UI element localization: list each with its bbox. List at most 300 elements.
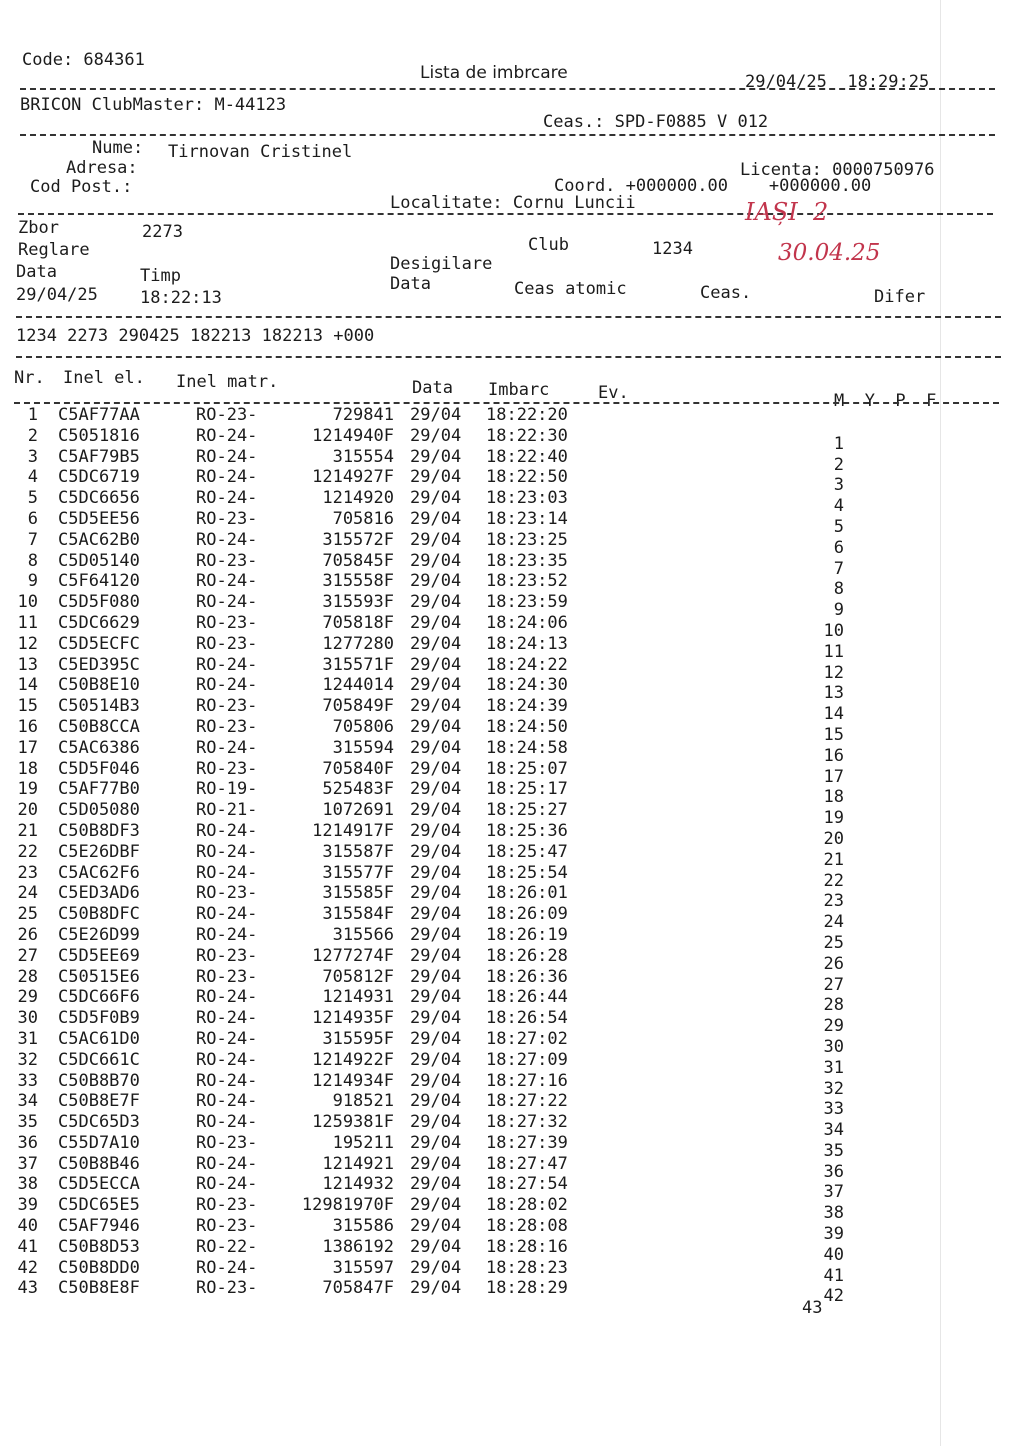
- table-row: [0, 1174, 1024, 1203]
- position-number: 31: [823, 1057, 844, 1078]
- ring-country-year: RO-23-: [196, 945, 258, 966]
- clocking-date: 29/04: [410, 696, 462, 717]
- row-number: 38: [17, 1174, 38, 1195]
- row-number: 8: [27, 550, 38, 571]
- position-number: 10: [823, 620, 844, 641]
- ring-country-year: RO-23-: [196, 966, 258, 987]
- clocking-date: 29/04: [410, 1216, 462, 1237]
- trailing-position-number: 43: [802, 1298, 823, 1318]
- row-number: 33: [17, 1070, 38, 1091]
- clocking-date: 29/04: [410, 1132, 462, 1153]
- ring-serial-number: 315584F: [322, 904, 394, 925]
- setting-time: 18:22:13: [140, 288, 222, 308]
- club-number: 1234: [652, 239, 693, 259]
- row-number: 7: [27, 529, 38, 550]
- electronic-ring-code: C50B8CCA: [58, 716, 140, 737]
- table-row: [0, 966, 1024, 995]
- clocking-time: 18:25:17: [486, 779, 568, 800]
- row-number: 19: [17, 779, 38, 800]
- electronic-ring-code: C55D7A10: [58, 1132, 140, 1153]
- ring-country-year: RO-24-: [196, 1049, 258, 1070]
- ring-serial-number: 315597: [332, 1257, 394, 1278]
- position-number: 11: [823, 641, 844, 662]
- ring-country-year: RO-23-: [196, 696, 258, 717]
- electronic-ring-code: C5AC61D0: [58, 1028, 140, 1049]
- table-row: [0, 425, 1024, 454]
- clocking-date: 29/04: [410, 924, 462, 945]
- table-row: [0, 592, 1024, 621]
- electronic-ring-code: C5DC66F6: [58, 987, 140, 1008]
- clocking-time: 18:24:06: [486, 612, 568, 633]
- table-row: [0, 924, 1024, 953]
- ring-country-year: RO-24-: [196, 1174, 258, 1195]
- position-number: 35: [823, 1140, 844, 1161]
- position-number: 37: [823, 1182, 844, 1203]
- position-number: 4: [833, 496, 844, 517]
- clocking-date: 29/04: [410, 1028, 462, 1049]
- setting-label: Reglare: [18, 240, 90, 260]
- clocking-date: 29/04: [410, 425, 462, 446]
- ring-country-year: RO-24-: [196, 1008, 258, 1029]
- ring-serial-number: 1214934F: [312, 1070, 394, 1091]
- clocking-time: 18:24:58: [486, 737, 568, 758]
- electronic-ring-code: C5AF79B5: [58, 446, 140, 467]
- separator-line: [18, 213, 993, 215]
- position-number: 13: [823, 683, 844, 704]
- ring-country-year: RO-24-: [196, 425, 258, 446]
- row-number: 34: [17, 1091, 38, 1112]
- table-row: [0, 987, 1024, 1016]
- ring-country-year: RO-24-: [196, 862, 258, 883]
- summary-line: 1234 2273 290425 182213 182213 +000: [16, 326, 375, 346]
- position-number: 41: [823, 1265, 844, 1286]
- clocking-date: 29/04: [410, 758, 462, 779]
- clocking-date: 29/04: [410, 1112, 462, 1133]
- column-header-event: Ev.: [598, 383, 629, 403]
- row-number: 26: [17, 924, 38, 945]
- separator-line: [20, 134, 995, 136]
- position-number: 3: [833, 475, 844, 496]
- ring-serial-number: 705849F: [322, 696, 394, 717]
- ring-serial-number: 195211: [332, 1132, 394, 1153]
- table-row: [0, 696, 1024, 725]
- ring-serial-number: 1072691: [322, 800, 394, 821]
- table-row: [0, 800, 1024, 829]
- table-row: [0, 571, 1024, 600]
- clocking-date: 29/04: [410, 862, 462, 883]
- ring-country-year: RO-24-: [196, 571, 258, 592]
- clocking-date: 29/04: [410, 1070, 462, 1091]
- ring-serial-number: 705806: [332, 716, 394, 737]
- electronic-ring-code: C5DC65E5: [58, 1195, 140, 1216]
- locality: Localitate: Cornu Luncii: [390, 193, 636, 213]
- table-row: [0, 1112, 1024, 1141]
- document-datetime: 29/04/25 18:29:25: [745, 72, 930, 92]
- clocking-time: 18:28:29: [486, 1278, 568, 1299]
- ring-serial-number: 1214935F: [312, 1008, 394, 1029]
- clocking-time: 18:23:52: [486, 571, 568, 592]
- handwritten-date: 30.04.25: [778, 240, 881, 266]
- row-number: 18: [17, 758, 38, 779]
- ring-serial-number: 1259381F: [312, 1112, 394, 1133]
- row-number: 1: [27, 405, 38, 425]
- clocking-date: 29/04: [410, 904, 462, 925]
- table-row: [0, 488, 1024, 517]
- ring-serial-number: 1214920: [322, 488, 394, 509]
- clocking-date: 29/04: [410, 716, 462, 737]
- clocking-time: 18:24:50: [486, 716, 568, 737]
- ring-country-year: RO-22-: [196, 1236, 258, 1257]
- position-number: 36: [823, 1161, 844, 1182]
- column-header-nr: Nr.: [14, 368, 45, 388]
- row-number: 43: [17, 1278, 38, 1299]
- table-row: [0, 883, 1024, 912]
- position-number: 24: [823, 912, 844, 933]
- ring-serial-number: 1214927F: [312, 467, 394, 488]
- table-row: [0, 550, 1024, 579]
- electronic-ring-code: C50B8B46: [58, 1153, 140, 1174]
- row-number: 15: [17, 696, 38, 717]
- clocking-date: 29/04: [410, 550, 462, 571]
- position-number: 17: [823, 766, 844, 787]
- clocking-date: 29/04: [410, 405, 462, 425]
- position-number: 15: [823, 724, 844, 745]
- electronic-ring-code: C50B8E10: [58, 675, 140, 696]
- row-number: 25: [17, 904, 38, 925]
- ring-country-year: RO-24-: [196, 841, 258, 862]
- row-number: 28: [17, 966, 38, 987]
- ring-serial-number: 1214921: [322, 1153, 394, 1174]
- clocking-time: 18:26:36: [486, 966, 568, 987]
- table-row: [0, 529, 1024, 558]
- column-header-ring-number: Inel matr.: [176, 372, 279, 392]
- electronic-ring-code: C50B8E8F: [58, 1278, 140, 1299]
- clocking-time: 18:23:03: [486, 488, 568, 509]
- clocking-date: 29/04: [410, 571, 462, 592]
- clocking-time: 18:25:07: [486, 758, 568, 779]
- ring-country-year: RO-24-: [196, 924, 258, 945]
- position-number: 14: [823, 704, 844, 725]
- electronic-ring-code: C50515E6: [58, 966, 140, 987]
- clubmaster-id: BRICON ClubMaster: M-44123: [20, 95, 287, 115]
- clocking-date: 29/04: [410, 675, 462, 696]
- ring-serial-number: 1277280: [322, 633, 394, 654]
- electronic-ring-code: C5D05080: [58, 800, 140, 821]
- position-number: 18: [823, 787, 844, 808]
- clocking-date: 29/04: [410, 592, 462, 613]
- row-number: 13: [17, 654, 38, 675]
- ring-serial-number: 705847F: [322, 1278, 394, 1299]
- ring-serial-number: 315593F: [322, 592, 394, 613]
- row-number: 5: [27, 488, 38, 509]
- electronic-ring-code: C5E26D99: [58, 924, 140, 945]
- ring-serial-number: 1214917F: [312, 820, 394, 841]
- clocking-date: 29/04: [410, 488, 462, 509]
- ring-country-year: RO-23-: [196, 508, 258, 529]
- ring-country-year: RO-24-: [196, 1028, 258, 1049]
- ring-serial-number: 705816: [332, 508, 394, 529]
- clocking-time: 18:27:09: [486, 1049, 568, 1070]
- unsealing-date-label: Data: [390, 274, 431, 294]
- clocking-time: 18:24:30: [486, 675, 568, 696]
- table-row: [0, 633, 1024, 662]
- ring-country-year: RO-23-: [196, 758, 258, 779]
- ring-country-year: RO-23-: [196, 633, 258, 654]
- setting-date: 29/04/25: [16, 285, 98, 305]
- table-row: [0, 446, 1024, 475]
- clocking-date: 29/04: [410, 529, 462, 550]
- clocking-date: 29/04: [410, 1257, 462, 1278]
- row-number: 21: [17, 820, 38, 841]
- document-title: Lista de imbrcare: [420, 63, 568, 83]
- table-row: [0, 1049, 1024, 1078]
- clocking-time: 18:24:22: [486, 654, 568, 675]
- ring-country-year: RO-23-: [196, 612, 258, 633]
- name-label: Nume:: [92, 138, 144, 158]
- row-number: 17: [17, 737, 38, 758]
- ring-serial-number: 315586: [332, 1216, 394, 1237]
- clocking-date: 29/04: [410, 1091, 462, 1112]
- separator-line: [14, 402, 999, 404]
- ring-country-year: RO-24-: [196, 446, 258, 467]
- clocking-time: 18:25:36: [486, 820, 568, 841]
- ring-serial-number: 315566: [332, 924, 394, 945]
- row-number: 4: [27, 467, 38, 488]
- electronic-ring-code: C5AF77AA: [58, 405, 140, 425]
- ring-serial-number: 1244014: [322, 675, 394, 696]
- table-row: [0, 1091, 1024, 1120]
- position-number: 25: [823, 932, 844, 953]
- row-number: 10: [17, 592, 38, 613]
- ring-serial-number: 1214922F: [312, 1049, 394, 1070]
- clocking-date: 29/04: [410, 633, 462, 654]
- ring-country-year: RO-23-: [196, 883, 258, 904]
- clocking-date: 29/04: [410, 1153, 462, 1174]
- electronic-ring-code: C5D5ECCA: [58, 1174, 140, 1195]
- clocking-time: 18:26:28: [486, 945, 568, 966]
- table-row: [0, 758, 1024, 787]
- row-number: 40: [17, 1216, 38, 1237]
- ring-serial-number: 315554: [332, 446, 394, 467]
- clocking-time: 18:25:27: [486, 800, 568, 821]
- unsealing-label: Desigilare: [390, 254, 493, 274]
- electronic-ring-code: C50514B3: [58, 696, 140, 717]
- clocking-time: 18:27:47: [486, 1153, 568, 1174]
- ring-serial-number: 315595F: [322, 1028, 394, 1049]
- ring-serial-number: 1386192: [322, 1236, 394, 1257]
- position-number: 20: [823, 828, 844, 849]
- clocking-time: 18:24:39: [486, 696, 568, 717]
- clocking-date: 29/04: [410, 612, 462, 633]
- clocking-time: 18:26:01: [486, 883, 568, 904]
- ring-serial-number: 525483F: [322, 779, 394, 800]
- owner-name: Tirnovan Cristinel: [168, 142, 353, 162]
- ring-serial-number: 12981970F: [301, 1195, 394, 1216]
- handwritten-city: IAȘI 2: [745, 198, 829, 226]
- clocking-time: 18:26:19: [486, 924, 568, 945]
- row-number: 32: [17, 1049, 38, 1070]
- flight-number: 2273: [142, 222, 183, 242]
- electronic-ring-code: C5AC62B0: [58, 529, 140, 550]
- clocking-time: 18:27:16: [486, 1070, 568, 1091]
- table-row: [0, 779, 1024, 808]
- time-label: Timp: [140, 266, 181, 286]
- position-number: 23: [823, 891, 844, 912]
- clocking-date: 29/04: [410, 1278, 462, 1299]
- row-number: 12: [17, 633, 38, 654]
- clocking-date: 29/04: [410, 1008, 462, 1029]
- clocking-time: 18:23:59: [486, 592, 568, 613]
- ring-country-year: RO-24-: [196, 1070, 258, 1091]
- row-number: 30: [17, 1008, 38, 1029]
- ring-serial-number: 1214932: [322, 1174, 394, 1195]
- row-number: 2: [27, 425, 38, 446]
- clocking-date: 29/04: [410, 654, 462, 675]
- clocking-date: 29/04: [410, 883, 462, 904]
- ring-serial-number: 1214940F: [312, 425, 394, 446]
- ring-country-year: RO-24-: [196, 675, 258, 696]
- position-number: 27: [823, 974, 844, 995]
- row-number: 35: [17, 1112, 38, 1133]
- position-number: 8: [833, 579, 844, 600]
- ring-country-year: RO-24-: [196, 592, 258, 613]
- table-row: [0, 716, 1024, 745]
- ring-country-year: RO-24-: [196, 987, 258, 1008]
- table-row: [0, 904, 1024, 933]
- position-number: 1: [833, 433, 844, 454]
- electronic-ring-code: C5ED3AD6: [58, 883, 140, 904]
- ring-serial-number: 705840F: [322, 758, 394, 779]
- clocking-time: 18:22:30: [486, 425, 568, 446]
- electronic-ring-code: C5D5F0B9: [58, 1008, 140, 1029]
- electronic-ring-code: C5DC6719: [58, 467, 140, 488]
- position-number: 5: [833, 516, 844, 537]
- address-label: Adresa:: [66, 158, 138, 178]
- ring-country-year: RO-24-: [196, 1257, 258, 1278]
- clocking-time: 18:25:47: [486, 841, 568, 862]
- row-number: 36: [17, 1132, 38, 1153]
- electronic-ring-code: C5DC6656: [58, 488, 140, 509]
- row-number: 20: [17, 800, 38, 821]
- clocking-date: 29/04: [410, 987, 462, 1008]
- ring-country-year: RO-23-: [196, 716, 258, 737]
- position-number: 22: [823, 870, 844, 891]
- electronic-ring-code: C5DC6629: [58, 612, 140, 633]
- position-number: 40: [823, 1244, 844, 1265]
- clocking-time: 18:24:13: [486, 633, 568, 654]
- clocking-time: 18:27:54: [486, 1174, 568, 1195]
- ring-serial-number: 315571F: [322, 654, 394, 675]
- ring-country-year: RO-24-: [196, 1112, 258, 1133]
- position-number: 29: [823, 1016, 844, 1037]
- ring-country-year: RO-24-: [196, 654, 258, 675]
- ring-country-year: RO-23-: [196, 1132, 258, 1153]
- electronic-ring-code: C5051816: [58, 425, 140, 446]
- clocking-date: 29/04: [410, 1195, 462, 1216]
- row-number: 24: [17, 883, 38, 904]
- separator-line: [20, 88, 995, 90]
- row-number: 31: [17, 1028, 38, 1049]
- table-row: [0, 862, 1024, 891]
- table-row: [0, 508, 1024, 537]
- clocking-date: 29/04: [410, 467, 462, 488]
- ring-serial-number: 315572F: [322, 529, 394, 550]
- clocking-time: 18:28:16: [486, 1236, 568, 1257]
- electronic-ring-code: C5D5F080: [58, 592, 140, 613]
- position-number: 42: [823, 1286, 844, 1307]
- table-row: [0, 841, 1024, 870]
- clock-id: Ceas.: SPD-F0885 V 012: [543, 112, 769, 132]
- position-number: 28: [823, 995, 844, 1016]
- ring-country-year: RO-19-: [196, 779, 258, 800]
- position-number: 39: [823, 1224, 844, 1245]
- electronic-ring-code: C50B8DD0: [58, 1257, 140, 1278]
- position-number: 38: [823, 1203, 844, 1224]
- table-row: [0, 612, 1024, 641]
- table-row: [0, 1008, 1024, 1037]
- electronic-ring-code: C5D5EE69: [58, 945, 140, 966]
- column-header-clocking: Imbarc: [488, 380, 550, 400]
- position-number: 33: [823, 1099, 844, 1120]
- clocking-time: 18:27:02: [486, 1028, 568, 1049]
- table-row: [0, 945, 1024, 974]
- row-number: 14: [17, 675, 38, 696]
- electronic-ring-code: C5D5ECFC: [58, 633, 140, 654]
- column-header-flags: M Y P F: [834, 391, 937, 411]
- ring-country-year: RO-23-: [196, 405, 258, 425]
- table-row: [0, 1132, 1024, 1161]
- ring-serial-number: 315577F: [322, 862, 394, 883]
- document-code: Code: 684361: [22, 50, 145, 70]
- ring-country-year: RO-24-: [196, 737, 258, 758]
- separator-line: [16, 356, 1001, 358]
- clocking-time: 18:26:44: [486, 987, 568, 1008]
- clocking-time: 18:26:54: [486, 1008, 568, 1029]
- electronic-ring-code: C5F64120: [58, 571, 140, 592]
- ring-serial-number: 705845F: [322, 550, 394, 571]
- electronic-ring-code: C5AF77B0: [58, 779, 140, 800]
- ring-country-year: RO-24-: [196, 467, 258, 488]
- position-number: 34: [823, 1120, 844, 1141]
- row-number: 41: [17, 1236, 38, 1257]
- clocking-date: 29/04: [410, 966, 462, 987]
- ring-serial-number: 315585F: [322, 883, 394, 904]
- row-number: 27: [17, 945, 38, 966]
- row-number: 22: [17, 841, 38, 862]
- row-number: 6: [27, 508, 38, 529]
- clocking-time: 18:26:09: [486, 904, 568, 925]
- table-row: [0, 1216, 1024, 1245]
- electronic-ring-code: C5E26DBF: [58, 841, 140, 862]
- difference-label: Difer: [874, 287, 926, 307]
- ring-country-year: RO-24-: [196, 529, 258, 550]
- ring-country-year: RO-23-: [196, 1216, 258, 1237]
- row-number: 29: [17, 987, 38, 1008]
- ring-serial-number: 315558F: [322, 571, 394, 592]
- table-row: [0, 737, 1024, 766]
- ring-country-year: RO-23-: [196, 1278, 258, 1299]
- clocking-time: 18:22:50: [486, 467, 568, 488]
- date-label: Data: [16, 262, 57, 282]
- clocking-time: 18:23:25: [486, 529, 568, 550]
- license-number: Licenta: 0000750976: [740, 160, 935, 180]
- separator-line: [16, 316, 1001, 318]
- electronic-ring-code: C50B8E7F: [58, 1091, 140, 1112]
- position-number: 7: [833, 558, 844, 579]
- ring-serial-number: 1277274F: [312, 945, 394, 966]
- ring-country-year: RO-23-: [196, 1195, 258, 1216]
- table-row: [0, 1195, 1024, 1224]
